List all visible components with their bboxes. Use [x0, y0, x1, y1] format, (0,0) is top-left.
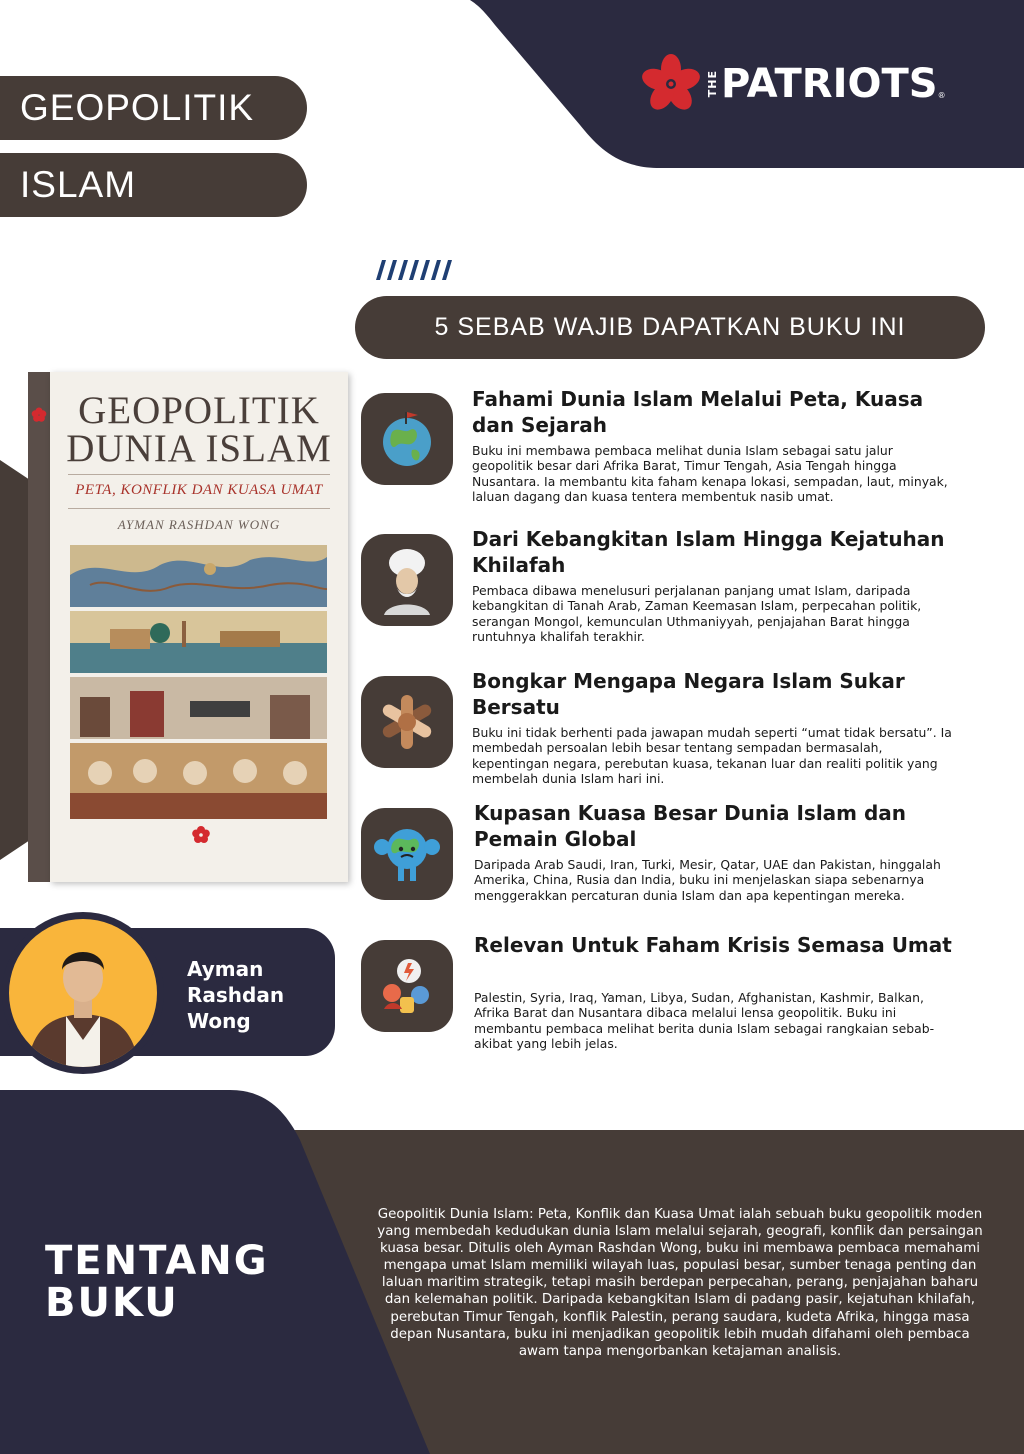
- decorative-stripes: [372, 258, 458, 282]
- feature-5-icon-tile: [361, 940, 453, 1032]
- sultan-portrait-icon: [374, 545, 440, 615]
- feature-2-title: Dari Kebangkitan Islam Hingga Kejatuhan Khilafah: [472, 527, 945, 577]
- book-spine: [28, 372, 50, 882]
- book-title-line-1: GEOPOLITIK: [78, 389, 320, 432]
- feature-2-icon-tile: [361, 534, 453, 626]
- brand-prefix: THE: [706, 70, 719, 98]
- cover-battle-panel: [70, 677, 327, 739]
- joined-hands-icon: [374, 689, 440, 755]
- feature-3-title: Bongkar Mengapa Negara Islam Sukar Bersatu: [472, 669, 905, 719]
- topic-pill-geopolitik: GEOPOLITIK: [0, 76, 307, 140]
- feature-4-icon-tile: [361, 808, 453, 900]
- feature-4-body: Daripada Arab Saudi, Iran, Turki, Mesir, Qatar, UAE dan Pakistan, hinggalah Amerika, China, Rusia dan India, buku ini menjelaskan siapa sebenarnya menggerakkan percaturan dunia Islam dan apa kepentingan mereka.: [474, 857, 941, 903]
- book-subtitle: PETA, KONFLIK DAN KUASA UMAT: [75, 482, 323, 498]
- feature-1-icon-tile: [361, 393, 453, 485]
- feature-3-body: Buku ini tidak berhenti pada jawapan mudah seperti “umat tidak bersatu”. Ia membedah persoalan lebih besar tentang sempadan bermasalah, kepentingan negara, perebutan kuasa, tekanan luar dan realiti politik yang membelah dunia Islam hari ini.: [472, 725, 952, 787]
- feature-5-title: Relevan Untuk Faham Krisis Semasa Umat: [474, 933, 952, 957]
- crisis-icon: [374, 953, 440, 1019]
- about-title-line-2: BUKU: [45, 1280, 179, 1326]
- flower-logo-icon: [640, 53, 702, 115]
- about-body: Geopolitik Dunia Islam: Peta, Konflik dan Kuasa Umat ialah sebuah buku geopolitik moden yang membedah kedudukan dunia Islam melalui sejarah, geografi, konflik dan persaingan kuasa besar. Ditulis oleh Ayman Rashdan Wong, buku ini membawa pembaca memahami mengapa umat Islam memiliki wilayah luas, populasi besar, sumber tenaga penting dan laluan maritim strategik, tetapi masih berdepan perpecahan, perang, penjajahan baharu dan kelemahan politik. Daripada kebangkitan Islam di padang pasir, kejatuhan khilafah, perebutan Timur Tengah, konflik Palestin, perang saudara, kudeta Afrika, hingga masa depan Nusantara, buku ini menjadikan geopolitik lebih mudah difahami oleh pembaca awam tanpa mengorbankan ketajaman analisis.: [377, 1207, 983, 1359]
- spine-flower-icon: [30, 405, 48, 425]
- strong-earth-icon: [372, 819, 442, 889]
- feature-1-title: Fahami Dunia Islam Melalui Peta, Kuasa dan Sejarah: [472, 387, 924, 437]
- feature-1-body: Buku ini membawa pembaca melihat dunia Islam sebagai satu jalur geopolitik besar dari Afrika Barat, Timur Tengah, Asia Tengah hingga Nusantara. Ia membantu kita faham kenapa lokasi, sempadan, laut, minyak, laluan dagang dan kuasa tentera membentuk nasib umat.: [472, 443, 948, 505]
- section-title: 5 SEBAB WAJIB DAPATKAN BUKU INI: [355, 296, 985, 359]
- book-title: [60, 389, 338, 470]
- about-title: [45, 1240, 269, 1324]
- about-title-line-1: TENTANG: [45, 1238, 269, 1284]
- book-title-line-2: DUNIA ISLAM: [66, 427, 332, 470]
- cover-flower-icon: [190, 824, 212, 846]
- brand-name: PATRIOTS: [721, 61, 938, 107]
- brand-logo: [640, 52, 946, 116]
- brand-registered-mark: ®: [937, 91, 946, 100]
- topic-pill-islam: ISLAM: [0, 153, 307, 217]
- feature-2-body: Pembaca dibawa menelusuri perjalanan panjang umat Islam, daripada kebangkitan di Tanah Arab, Zaman Keemasan Islam, perpecahan politik, serangan Mongol, kemunculan Uthmaniyyah, penjajahan Barat hingga runtuhnya khalifah terakhir.: [472, 583, 922, 645]
- cover-scholars-panel: [70, 743, 327, 819]
- book-author: AYMAN RASHDAN WONG: [117, 517, 281, 532]
- feature-4-title: Kupasan Kuasa Besar Dunia Islam dan Pemain Global: [474, 801, 907, 851]
- author-name: Ayman Rashdan Wong: [187, 957, 285, 1033]
- cover-rule: [68, 508, 330, 509]
- cover-city-panel: [70, 611, 327, 673]
- cover-rule: [68, 474, 330, 475]
- feature-3-icon-tile: [361, 676, 453, 768]
- author-avatar: [0, 910, 166, 1076]
- globe-icon: [374, 406, 440, 472]
- feature-5-body: Palestin, Syria, Iraq, Yaman, Libya, Sudan, Afghanistan, Kashmir, Balkan, Afrika Barat dan Nusantara dibaca melalui lensa geopolitik. Buku ini membantu pembaca melihat berita dunia Islam sebagai rangkaian sebab-akibat yang lebih jelas.: [474, 990, 935, 1052]
- cover-map-panel: [70, 545, 327, 607]
